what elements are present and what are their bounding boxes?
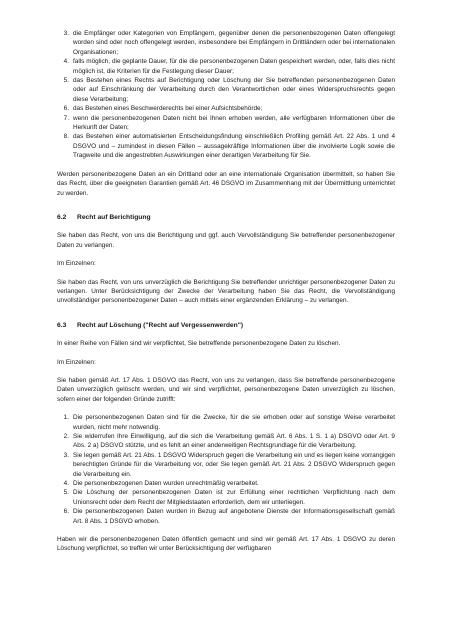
list-item: 7. wenn die personenbezogenen Daten nicht bei Ihnen erhoben werden, alle verfügbaren Informationen über die Herkunft der Daten; bbox=[63, 114, 395, 132]
list-item: 6. das Bestehen eines Beschwerderechts bei einer Aufsichtsbehörde; bbox=[63, 105, 263, 113]
section-number: 6.2 bbox=[57, 213, 67, 221]
section-title: Recht auf Berichtigung bbox=[77, 213, 151, 221]
closing-paragraph: Haben wir die personenbezogenen Daten öffentlich gemacht und sind wir gemäß Art. 17 Abs. 1 DSGVO zu deren Löschung verpflichtet, so treffen wir unter Berücksichtigung der verfügbaren bbox=[57, 536, 395, 553]
list-item: 4. falls möglich, die geplante Dauer, für die die personenbezogenen Daten gespeichert werden, oder, falls dies nicht möglich ist, die Kriterien für die Festlegung dieser Dauer; bbox=[63, 58, 395, 75]
list-item: 8. das Bestehen einer automatisierten Entscheidungsfindung einschließlich Profiling gemäß Art. 22 Abs. 1 und 4 DSGVO und – zumindest in diesen Fällen – aussagekräftige Informationen über die involvierte Logik sowie die Tragweite und die angestrebten Auswirkungen einer derartigen Verarbeitung für Sie. bbox=[63, 133, 395, 160]
section-number: 6.3 bbox=[57, 321, 67, 329]
section-detail: Sie haben das Recht, von uns unverzüglich die Berichtigung Sie betreffender unrichtiger personenbezogener Daten zu verlangen. Unter Berücksichtigung der Zwecke der Verarbeitung haben Sie das Recht, die Vervollständigung unvollständiger personenbezogener Daten – auch mittels einer ergänzenden Erklärung – zu verlangen. bbox=[57, 278, 395, 305]
detail-label: Im Einzelnen: bbox=[57, 260, 96, 268]
section-title: Recht auf Löschung ("Recht auf Vergessenwerden") bbox=[77, 321, 244, 329]
section-intro: Sie haben das Recht, von uns die Berichtigung und ggf. auch Vervollständigung Sie betreffender personenbezogener Daten zu verlangen. bbox=[57, 232, 395, 249]
list-item: 3. die Empfänger oder Kategorien von Empfängern, gegenüber denen die personenbezogenen Daten offengelegt worden sind oder noch offengelegt werden, insbesondere bei Empfängern in Drittländern oder bei internationalen Organisationen; bbox=[63, 30, 395, 56]
list-item: 3. Sie legen gemäß Art. 21 Abs. 1 DSGVO Widerspruch gegen die Verarbeitung ein und es liegen keine vorrangigen berechtigten Gründe für die Verarbeitung vor, oder Sie legen gemäß Art. 21 Abs. 2 DSGVO Widerspruch gegen die Verarbeitung ein. bbox=[63, 451, 395, 478]
list-item: 4. Die personenbezogenen Daten wurden unrechtmäßig verarbeitet. bbox=[63, 480, 259, 488]
page-body bbox=[57, 29, 395, 554]
section-detail: Sie haben gemäß Art. 17 Abs. 1 DSGVO das Recht, von uns zu verlangen, dass Sie betreffende personenbezogene Daten unverzüglich gelöscht werden, und wir sind verpflichtet, personenbezogene Daten unverzüglich zu löschen, sofern einer der folgenden Gründe zutrifft: bbox=[57, 376, 395, 403]
list-item: 1. Die personenbezogenen Daten sind für die Zwecke, für die sie erhoben oder auf sonstige Weise verarbeitet wurden, nicht mehr notwendig. bbox=[63, 414, 395, 431]
list-item: 5. das Bestehen eines Rechts auf Berichtigung oder Löschung der Sie betreffenden personenbezogenen Daten oder auf Einschränkung der Verarbeitung durch den Verantwortlichen oder eines Widerspruchsrechts gegen diese Verarbeitung; bbox=[63, 77, 395, 103]
section-heading-6-2 bbox=[57, 213, 395, 222]
detail-label: Im Einzelnen: bbox=[57, 358, 96, 366]
list-item: 2. Sie widerrufen Ihre Einwilligung, auf die sich die Verarbeitung gemäß Art. 6 Abs. 1 S. 1 a) DSGVO oder Art. 9 Abs. 2 a) DSGVO stützte, und es fehlt an einer anderweitigen Rechtsgrundlage für die Verarbeitung. bbox=[63, 433, 395, 450]
section-heading-6-3 bbox=[57, 321, 395, 330]
list-item: 5. Die Löschung der personenbezogenen Daten ist zur Erfüllung einer rechtlichen Verpflichtung nach dem Unionsrecht oder dem Recht der Mitgliedstaaten erforderlich, dem wir unterliegen. bbox=[63, 489, 395, 506]
list-item: 6. Die personenbezogenen Daten wurden in Bezug auf angebotene Dienste der Informationsgesellschaft gemäß Art. 8 Abs. 1 DSGVO erhoben. bbox=[63, 508, 395, 525]
erasure-reasons-list bbox=[57, 413, 395, 526]
section-intro: In einer Reihe von Fällen sind wir verpflichtet, Sie betreffende personenbezogene Daten zu löschen. bbox=[57, 340, 341, 348]
transfer-paragraph: Werden personenbezogene Daten an ein Drittland oder an eine internationale Organisation übermittelt, so haben Sie das Recht, über die geeigneten Garantien gemäß Art. 46 DSGVO im Zusammenhang mit der Übermittlung unterrichtet zu werden. bbox=[57, 170, 395, 197]
rights-list-continued bbox=[57, 29, 395, 161]
